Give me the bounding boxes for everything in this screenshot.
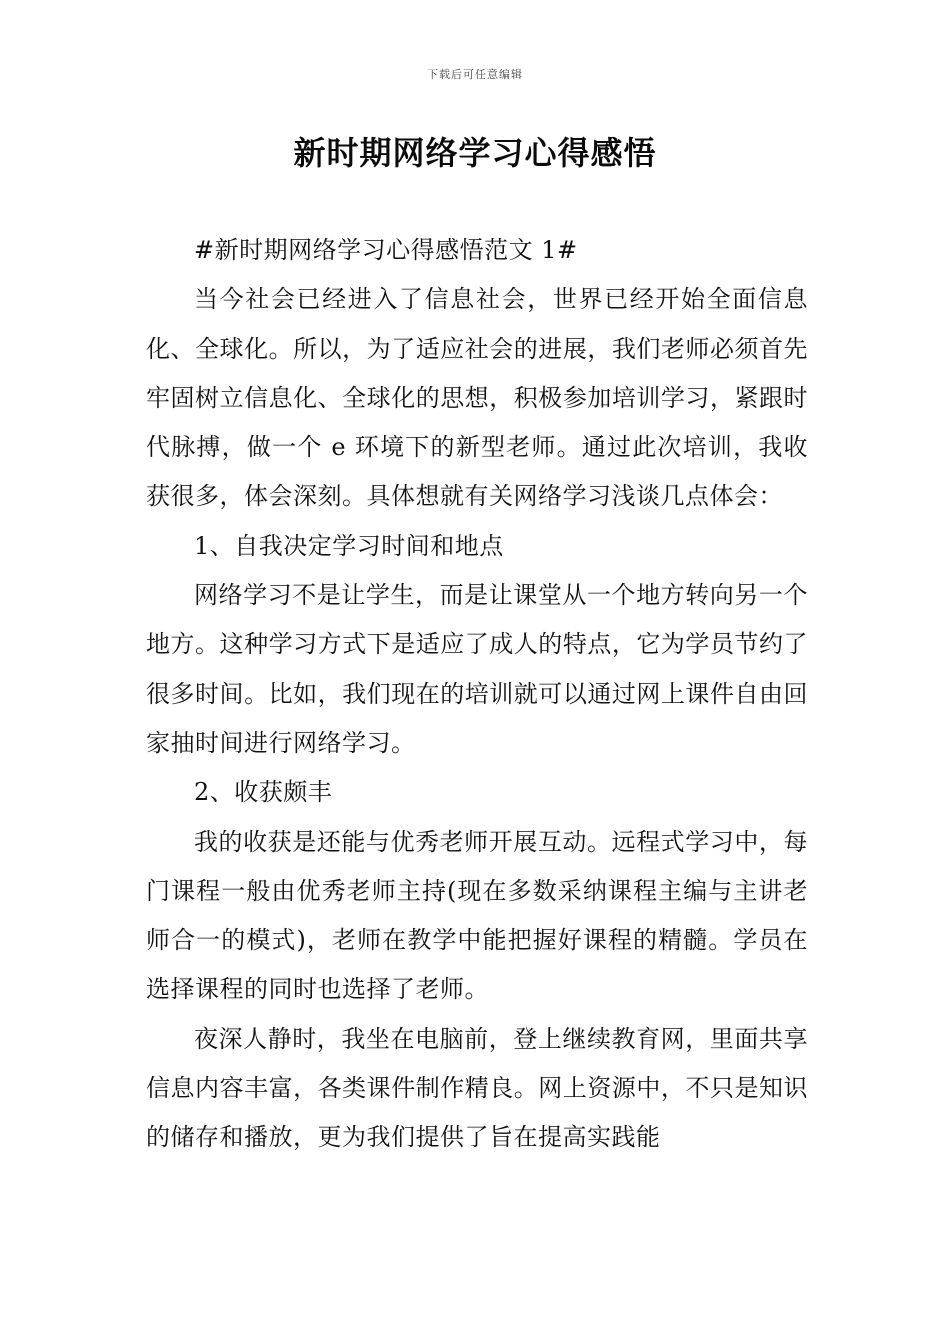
body-paragraph: 夜深人静时，我坐在电脑前，登上继续教育网，里面共享信息内容丰富，各类课件制作精良。网上资源中，不只是知识的储存和播放，更为我们提供了旨在提高实践能	[146, 1024, 808, 1152]
section-heading: #新时期网络学习心得感悟范文 1#	[194, 236, 578, 264]
header-note: 下载后可任意编辑	[427, 68, 523, 81]
body-paragraph: 当今社会已经进入了信息社会，世界已经开始全面信息化、全球化。所以，为了适应社会的进展，我们老师必须首先牢固树立信息化、全球化的思想，积极参加培训学习，紧跟时代脉搏，做一个 e 环境下的新型老师。通过此次培训，我收获很多，体会深刻。具体想就有关网络学习浅谈几点体会：	[146, 285, 808, 511]
document-body	[146, 226, 808, 1163]
document-title: 新时期网络学习心得感悟	[293, 134, 657, 172]
body-paragraph: 网络学习不是让学生，而是让课堂从一个地方转向另一个地方。这种学习方式下是适应了成人的特点，它为学员节约了很多时间。比如，我们现在的培训就可以通过网上课件自由回家抽时间进行网络学习。	[146, 581, 808, 757]
body-paragraph: 我的收获是还能与优秀老师开展互动。远程式学习中，每门课程一般由优秀老师主持(现在多数采纳课程主编与主讲老师合一的模式)，老师在教学中能把握好课程的精髓。学员在选择课程的同时也选择了老师。	[146, 827, 808, 1004]
point-heading: 1、自我决定学习时间和地点	[194, 531, 504, 560]
point-heading: 2、收获颇丰	[194, 778, 333, 807]
